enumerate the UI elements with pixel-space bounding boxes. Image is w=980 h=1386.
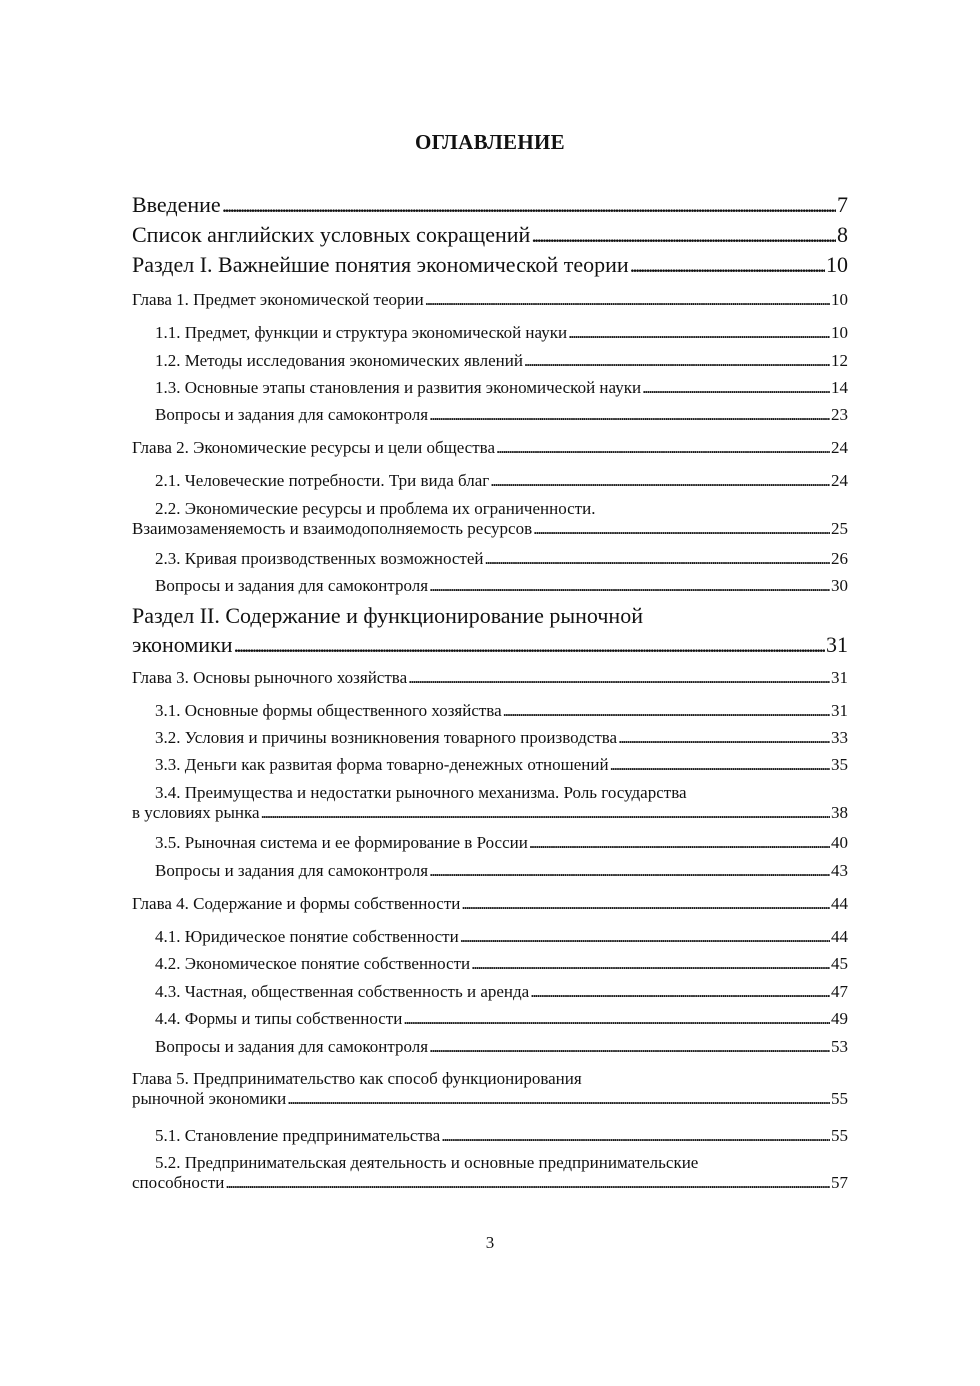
- toc-entry-page: 26: [831, 549, 848, 568]
- toc-entry-title: Глава 3. Основы рыночного хозяйства: [132, 668, 408, 687]
- toc-chapter[interactable]: [132, 290, 848, 310]
- toc-entry-page: 7: [837, 192, 848, 217]
- toc-entry-title-line1: Глава 5. Предпринимательство как способ функционирования: [132, 1069, 582, 1088]
- dot-leader: [531, 222, 836, 248]
- toc-entry-title: Глава 4. Содержание и формы собственности: [132, 894, 461, 913]
- toc-entry-title: 4.2. Экономическое понятие собственности: [155, 954, 471, 973]
- dot-leader: [530, 982, 830, 1002]
- dot-leader: [461, 894, 830, 914]
- page-title: ОГЛАВЛЕНИЕ: [415, 130, 565, 154]
- toc-entry-page: 43: [831, 861, 848, 880]
- toc-section[interactable]: [132, 601, 848, 659]
- toc-entry-page: 44: [831, 894, 848, 913]
- toc-entry-title: Вопросы и задания для самоконтроля: [155, 405, 429, 424]
- toc-entry-title: 4.4. Формы и типы собственности: [155, 1009, 403, 1028]
- toc-subsection[interactable]: [132, 323, 848, 343]
- dot-leader: [496, 438, 830, 458]
- dot-leader: [429, 861, 830, 881]
- toc-entry-title: 4.1. Юридическое понятие собственности: [155, 927, 459, 946]
- dot-leader: [225, 1173, 830, 1193]
- toc-subsection[interactable]: [132, 982, 848, 1002]
- toc-entry-title: Введение: [132, 192, 221, 217]
- toc-entry-title: Раздел I. Важнейшие понятия экономической теории: [132, 252, 629, 277]
- toc-entry-page: 14: [831, 378, 848, 397]
- toc-subsection[interactable]: [132, 471, 848, 491]
- toc-entry-page: 8: [837, 222, 848, 247]
- toc-subsection[interactable]: [132, 833, 848, 853]
- toc-entry-page: 55: [831, 1126, 848, 1145]
- toc-entry-page: 30: [831, 576, 848, 595]
- toc-entry-title: 1.1. Предмет, функции и структура экономической науки: [155, 323, 568, 342]
- toc-subsection[interactable]: [132, 549, 848, 569]
- toc-entry-page: 10: [826, 252, 848, 277]
- dot-leader: [261, 803, 830, 823]
- toc-entry-page: 47: [831, 982, 848, 1001]
- toc-subsection[interactable]: [132, 728, 848, 748]
- dot-leader: [529, 833, 830, 853]
- toc-entry-title: Список английских условных сокращений: [132, 222, 531, 247]
- dot-leader: [429, 576, 830, 596]
- toc-subsection[interactable]: [132, 701, 848, 721]
- dot-leader: [630, 252, 825, 278]
- dot-leader: [222, 192, 836, 218]
- toc-entry-title-line1: Раздел II. Содержание и функционирование рыночной: [132, 603, 643, 628]
- toc-subsection[interactable]: [132, 1037, 848, 1057]
- toc-subsection[interactable]: [132, 499, 848, 539]
- toc-subsection[interactable]: [132, 861, 848, 881]
- dot-leader: [618, 728, 830, 748]
- dot-leader: [524, 351, 830, 371]
- toc-entry-title: Взаимозаменяемость и взаимодополняемость ресурсов: [132, 519, 533, 538]
- toc-subsection[interactable]: [132, 1009, 848, 1029]
- dot-leader: [408, 668, 830, 688]
- toc-subsection[interactable]: [132, 378, 848, 398]
- dot-leader: [503, 701, 830, 721]
- toc-chapter[interactable]: [132, 1069, 848, 1109]
- toc-chapter[interactable]: [132, 668, 848, 688]
- toc-entry-title: 1.2. Методы исследования экономических явлений: [155, 351, 523, 370]
- dot-leader: [287, 1089, 830, 1109]
- dot-leader: [460, 927, 830, 947]
- toc-section[interactable]: [132, 252, 848, 278]
- dot-leader: [610, 755, 830, 775]
- toc-entry[interactable]: [132, 222, 848, 248]
- dot-leader: [403, 1009, 830, 1029]
- dot-leader: [429, 1037, 830, 1057]
- toc-entry-title: 3.1. Основные формы общественного хозяйства: [155, 701, 502, 720]
- dot-leader: [441, 1126, 830, 1146]
- dot-leader: [471, 954, 830, 974]
- toc-entry-title: Вопросы и задания для самоконтроля: [155, 1037, 429, 1056]
- toc-entry-page: 45: [831, 954, 848, 973]
- toc-entry-title-line1: 5.2. Предпринимательская деятельность и основные предпринимательские: [155, 1153, 699, 1172]
- dot-leader: [533, 519, 830, 539]
- toc-subsection[interactable]: [132, 576, 848, 596]
- toc-entry-page: 24: [831, 438, 848, 457]
- toc-entry-title-line1: 2.2. Экономические ресурсы и проблема их ограниченности.: [155, 499, 596, 518]
- toc-entry-title: экономики: [132, 632, 233, 657]
- toc-entry-page: 31: [831, 701, 848, 720]
- toc-subsection[interactable]: [132, 351, 848, 371]
- toc-entry-page: 10: [831, 290, 848, 309]
- toc-entry-page: 10: [831, 323, 848, 342]
- toc-subsection[interactable]: [132, 755, 848, 775]
- toc-entry-page: 55: [831, 1089, 848, 1108]
- toc-entry-page: 31: [831, 668, 848, 687]
- toc-subsection[interactable]: [132, 954, 848, 974]
- toc-entry-page: 40: [831, 833, 848, 852]
- toc-subsection[interactable]: [132, 927, 848, 947]
- toc-entry-page: 53: [831, 1037, 848, 1056]
- toc-entry-title: 3.5. Рыночная система и ее формирование в России: [155, 833, 528, 852]
- toc-entry[interactable]: [132, 192, 848, 218]
- toc-subsection[interactable]: [132, 1153, 848, 1193]
- toc-entry-title: в условиях рынка: [132, 803, 260, 822]
- toc-entry-title: 2.3. Кривая производственных возможностей: [155, 549, 484, 568]
- dot-leader: [568, 323, 830, 343]
- toc-entry-title: Глава 2. Экономические ресурсы и цели общества: [132, 438, 496, 457]
- toc-subsection[interactable]: [132, 405, 848, 425]
- toc-entry-page: 31: [826, 632, 848, 657]
- toc-chapter[interactable]: [132, 438, 848, 458]
- toc-entry-title: Вопросы и задания для самоконтроля: [155, 861, 429, 880]
- dot-leader: [642, 378, 830, 398]
- toc-entry-page: 12: [831, 351, 848, 370]
- toc-entry-page: 38: [831, 803, 848, 822]
- toc-entry-title: 5.1. Становление предпринимательства: [155, 1126, 441, 1145]
- dot-leader: [429, 405, 830, 425]
- toc-entry-page: 25: [831, 519, 848, 538]
- toc-subsection[interactable]: [132, 1126, 848, 1146]
- toc-entry-page: 33: [831, 728, 848, 747]
- toc-entry-page: 57: [831, 1173, 848, 1192]
- dot-leader: [485, 549, 830, 569]
- toc-entry-title: 1.3. Основные этапы становления и развития экономической науки: [155, 378, 642, 397]
- toc-entry-page: 23: [831, 405, 848, 424]
- toc-entry-title: 2.1. Человеческие потребности. Три вида благ: [155, 471, 490, 490]
- toc-entry-title: рыночной экономики: [132, 1089, 287, 1108]
- dot-leader: [425, 290, 830, 310]
- dot-leader: [490, 471, 830, 491]
- toc-entry-page: 44: [831, 927, 848, 946]
- toc-entry-title: 4.3. Частная, общественная собственность и аренда: [155, 982, 530, 1001]
- toc-entry-title: Глава 1. Предмет экономической теории: [132, 290, 424, 309]
- page-number: 3: [485, 1233, 495, 1252]
- toc-entry-page: 35: [831, 755, 848, 774]
- toc-entry-title: 3.3. Деньги как развитая форма товарно-денежных отношений: [155, 755, 609, 774]
- toc-entry-title-line1: 3.4. Преимущества и недостатки рыночного механизма. Роль государства: [155, 783, 687, 802]
- toc-entry-page: 49: [831, 1009, 848, 1028]
- toc-entry-title: способности: [132, 1173, 225, 1192]
- toc-entry-page: 24: [831, 471, 848, 490]
- toc-subsection[interactable]: [132, 783, 848, 823]
- toc-entry-title: 3.2. Условия и причины возникновения товарного производства: [155, 728, 618, 747]
- dot-leader: [234, 630, 825, 659]
- toc-chapter[interactable]: [132, 894, 848, 914]
- toc-entry-title: Вопросы и задания для самоконтроля: [155, 576, 429, 595]
